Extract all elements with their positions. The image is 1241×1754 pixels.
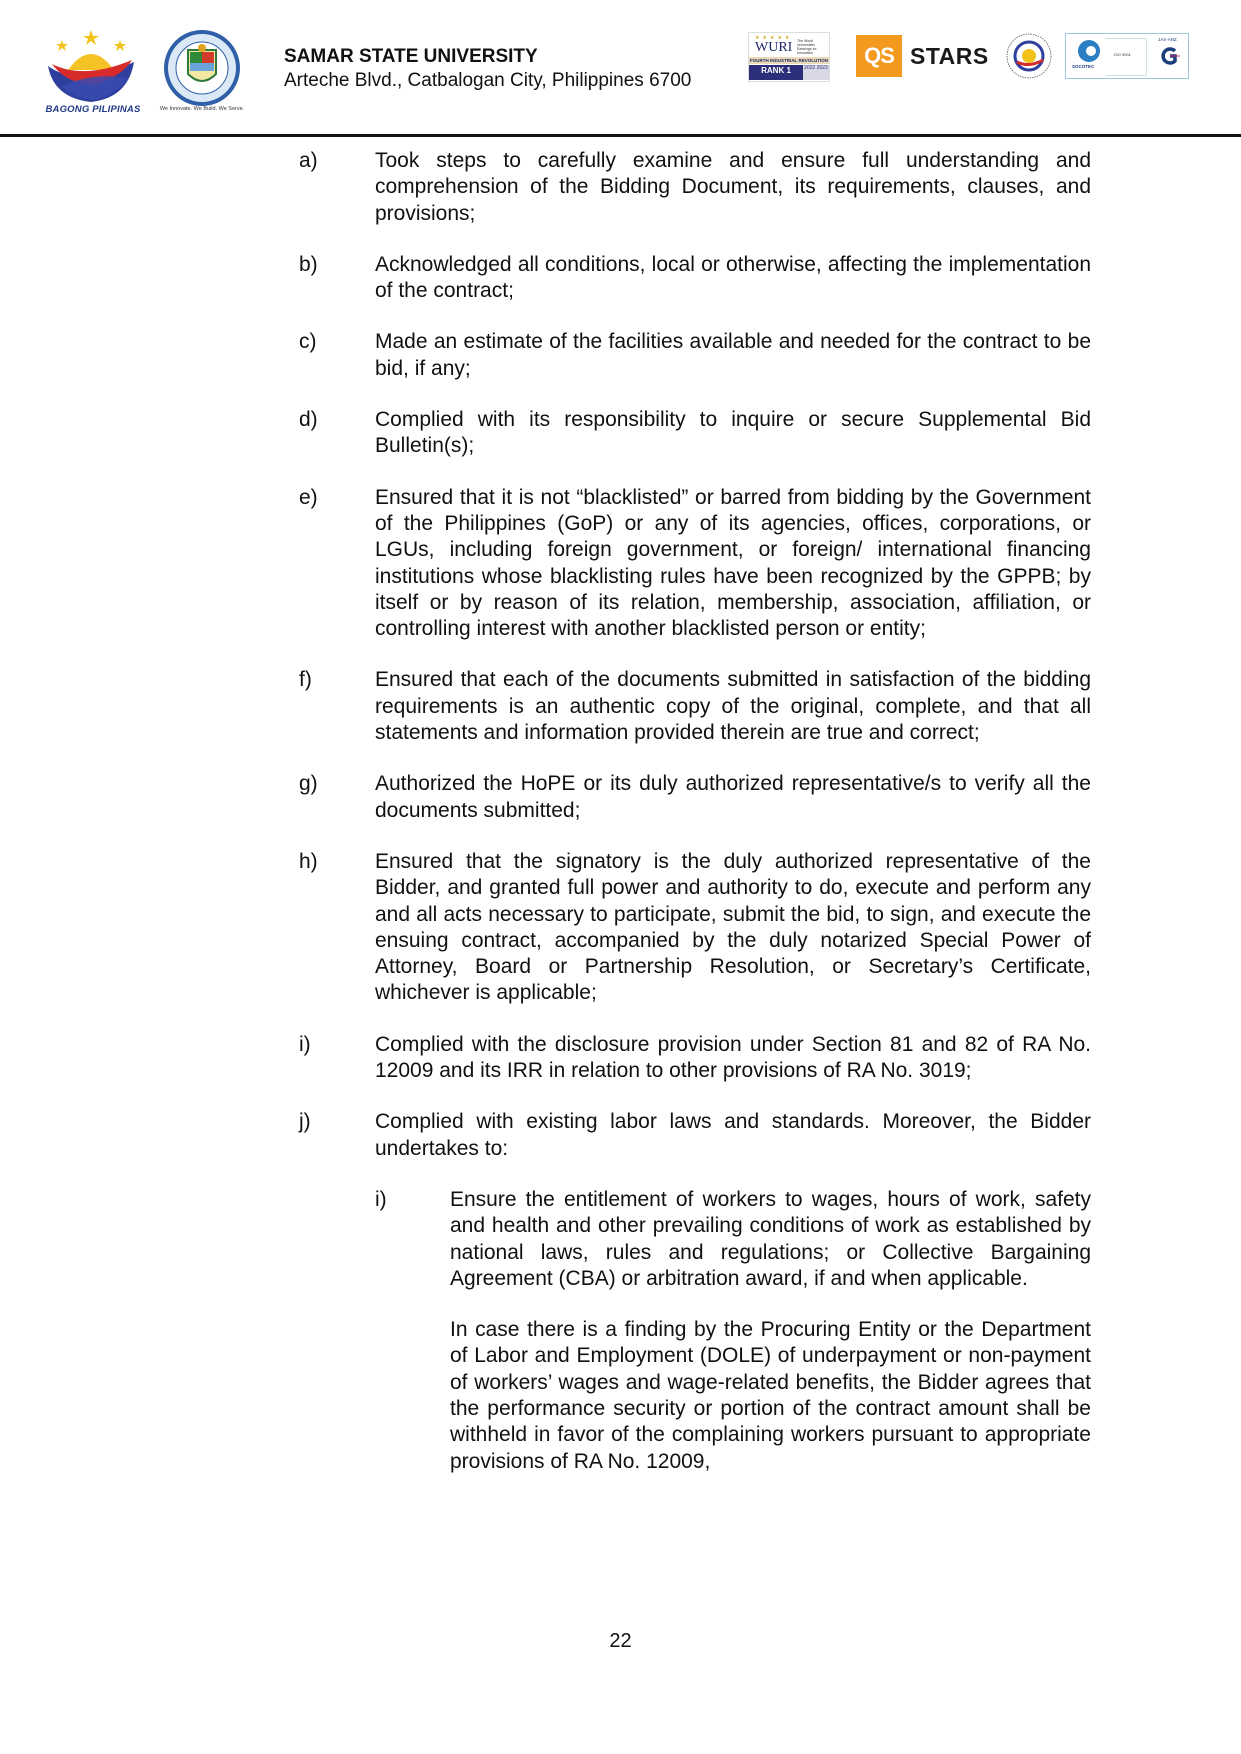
wuri-badge [748, 32, 830, 82]
stars-icon: ★★★★★ [755, 35, 793, 41]
quality-seal-icon [1005, 32, 1053, 80]
list-item [0, 849, 1241, 1007]
list-item-text: Ensured that each of the documents submitted in satisfaction of the bidding requirements is an authentic copy of the original, complete, and that all statements and information provided therein are true and correct; [375, 668, 1091, 745]
iso-divider [1106, 38, 1147, 76]
letterhead [0, 0, 1241, 136]
list-item-text: Ensured that the signatory is the duly authorized representative of the Bidder, and granted full power and authority to do, execute and perform any and all acts necessary to participate, submit the bid, to sign, and execute the ensuing contract, accompanied by the duly notarized Special Power of Attorney, Board or Partnership Resolution, or Secretary’s Certificate, whichever is applicable; [375, 849, 1091, 1005]
wuri-category: FOURTH INDUSTRIAL REVOLUTION [750, 58, 828, 63]
header-divider [0, 134, 1241, 137]
jas-anz-logo-icon [1160, 47, 1180, 65]
sub-list-item-text: Ensure the entitlement of workers to wages, hours of work, safety and health and other prevailing conditions of work as established by national laws, rules and regulations; or Collective Bargaining Agreement (CBA) or arbitration award, if and when applicable. [450, 1187, 1091, 1290]
qs-stars-label: STARS [910, 43, 989, 69]
list-item [0, 148, 1241, 227]
list-item-text: Complied with its responsibility to inquire or secure Supplemental Bid Bulletin(s); [375, 408, 1091, 458]
jas-anz-label: JAS-ANZ [1158, 37, 1177, 42]
wuri-subtitle: The World Universities Rankings for Innovation [797, 39, 817, 55]
list-item-label: f) [299, 668, 312, 692]
wuri-title: WURI [755, 40, 793, 55]
list-item-text: Complied with existing labor laws and standards. Moreover, the Bidder undertakes to: [375, 1110, 1091, 1160]
list-item-text: Acknowledged all conditions, local or otherwise, affecting the implementation of the contract; [375, 252, 1091, 303]
philippine-quality-award-seal [1005, 32, 1053, 80]
list-item-text: Complied with the disclosure provision under Section 81 and 82 of RA No. 12009 and its IRR in relation to other provisions of RA No. 3019; [375, 1032, 1091, 1083]
list-item-text: Ensured that it is not “blacklisted” or barred from bidding by the Government of the Philippines (GoP) or any of its agencies, offices, corporations, or LGUs, including foreign government, or foreign/ international financing institutions whose blacklisting rules have been recognized by the GPPB; by itself or by reason of its relation, membership, association, affiliation, or controlling interest with another blacklisted person or entity; [375, 485, 1091, 641]
qs-logo: QS [856, 35, 902, 77]
list-item [0, 329, 1241, 382]
list-item [0, 1109, 1241, 1162]
list-item-text: Authorized the HoPE or its duly authorized representative/s to verify all the documents submitted; [375, 772, 1091, 822]
bagong-pilipinas-emblem-icon [38, 28, 144, 104]
document-body [0, 148, 1241, 1500]
list-item-label: c) [299, 330, 317, 354]
list-item-label: h) [299, 849, 318, 873]
socotec-logo-icon [1072, 36, 1106, 66]
list-item-text: Took steps to carefully examine and ensure full understanding and comprehension of the Bidding Document, its requirements, clauses, and provisions; [375, 149, 1091, 225]
iso-certification-badge [1065, 33, 1189, 79]
university-seal-icon [156, 28, 248, 108]
list-item [0, 407, 1241, 460]
socotec-label: SOCOTEC [1072, 64, 1095, 69]
sub-list-item-label: i) [375, 1187, 387, 1211]
list-item [0, 771, 1241, 824]
iso-standard: ISO 9001 [1114, 52, 1131, 57]
list-item [0, 252, 1241, 305]
university-name: SAMAR STATE UNIVERSITY [284, 46, 538, 67]
wuri-rank: RANK 1 [749, 65, 803, 80]
wuri-years: 2022 2023 [803, 65, 829, 80]
list-item-label: g) [299, 772, 318, 796]
list-item-text: Made an estimate of the facilities available and needed for the contract to be bid, if any; [375, 330, 1091, 380]
list-item-label: j) [299, 1110, 311, 1134]
list-item-label: i) [299, 1032, 311, 1056]
bagong-pilipinas-logo [38, 28, 144, 118]
university-address: Arteche Blvd., Catbalogan City, Philippines 6700 [284, 70, 692, 91]
list-item-label: e) [299, 485, 318, 509]
bagong-pilipinas-text: BAGONG PILIPINAS [45, 104, 141, 115]
list-item [0, 485, 1241, 643]
ssu-tagline: We Innovate. We Build. We Serve. [159, 106, 245, 112]
list-item [0, 1032, 1241, 1085]
page-number: 22 [609, 1630, 632, 1652]
sub-paragraph: In case there is a finding by the Procuring Entity or the Department of Labor and Employment (DOLE) of underpayment or non-payment of workers’ wages and wage-related benefits, the Bidder agrees that the performance security or portion of the contract amount shall be withheld in favor of the complaining workers pursuant to appropriate provisions of RA No. 12009, [450, 1318, 1091, 1473]
list-item-label: a) [299, 149, 318, 172]
list-item-label: d) [299, 408, 318, 432]
list-item-label: b) [299, 252, 318, 276]
sub-list-item [0, 1187, 1241, 1292]
list-item [0, 667, 1241, 746]
